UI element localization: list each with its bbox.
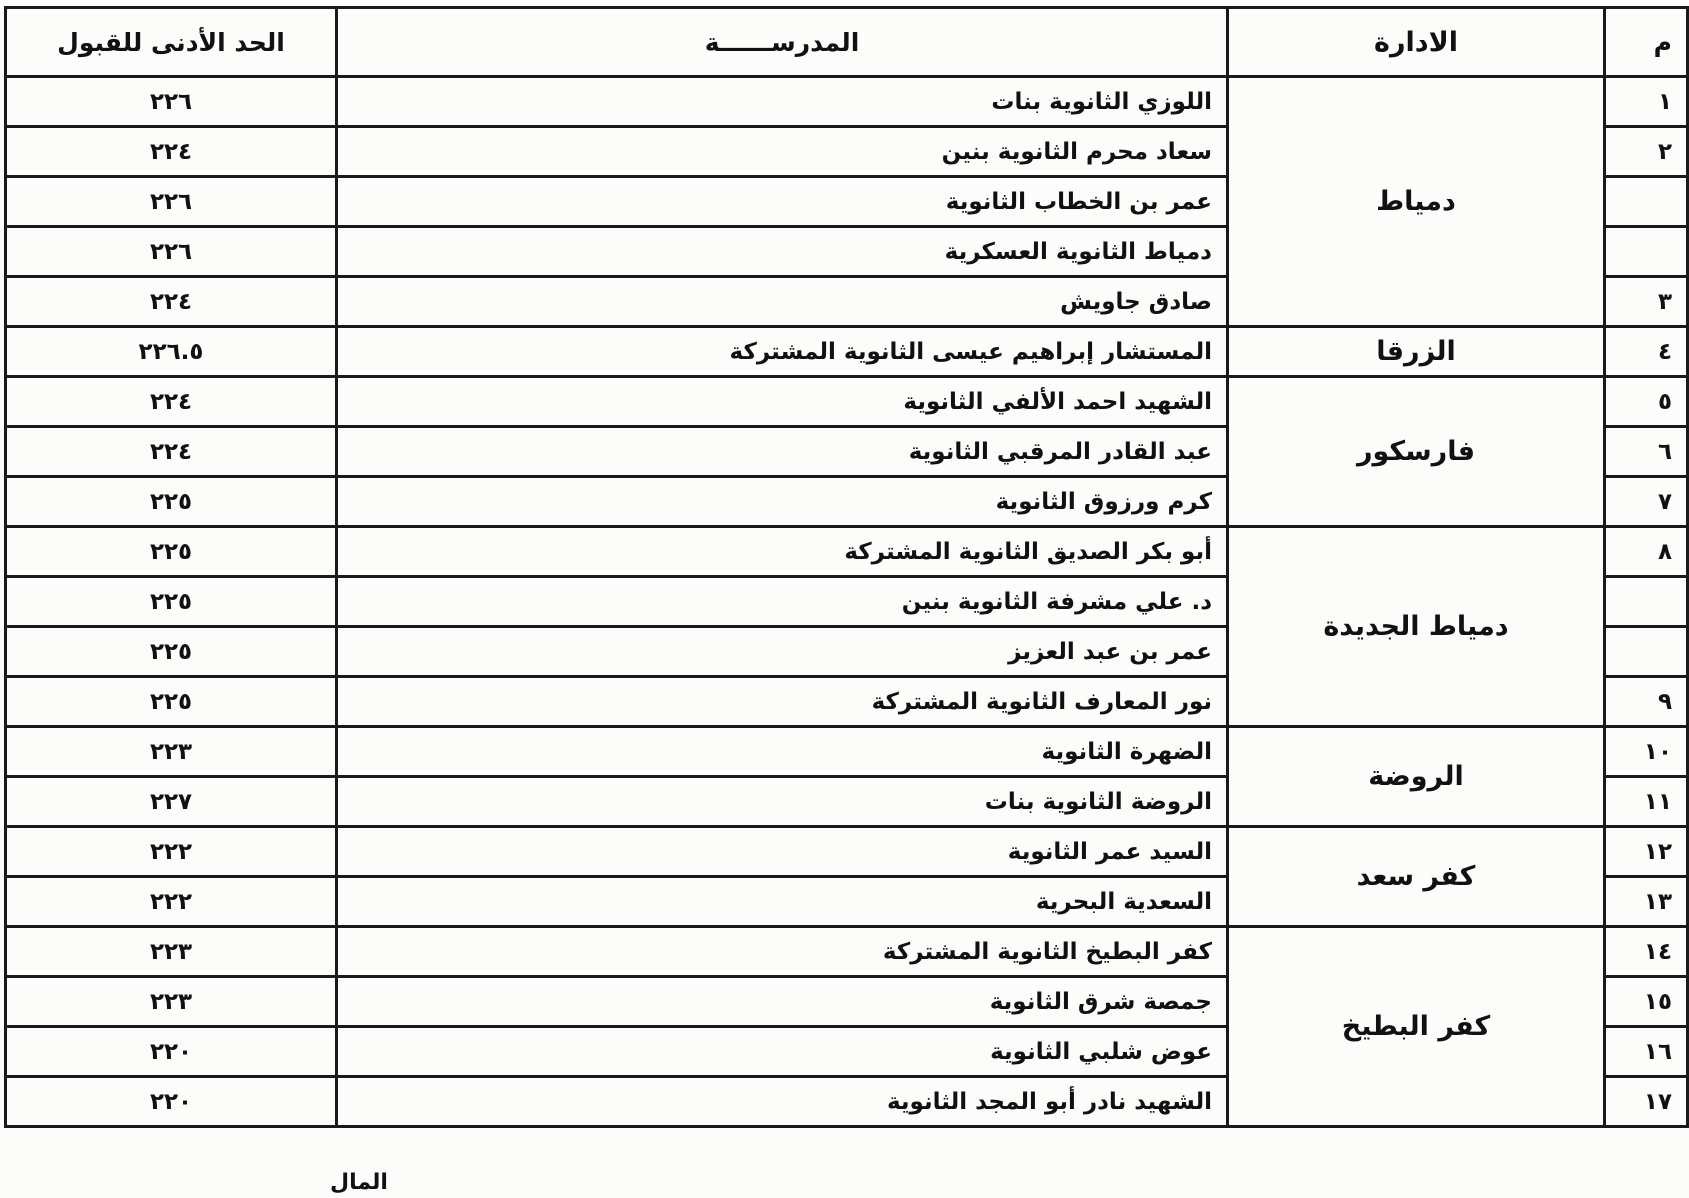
admission-table [4, 6, 1689, 1128]
row-number: ١٤ [1605, 927, 1688, 977]
administration-cell: الزرقا [1228, 327, 1605, 377]
row-number: ١١ [1605, 777, 1688, 827]
min-score: ٢٢٢ [6, 877, 337, 927]
school-name: الروضة الثانوية بنات [337, 777, 1228, 827]
min-score: ٢٢٥ [6, 627, 337, 677]
administration-cell: دمياط [1228, 77, 1605, 327]
row-number [1605, 177, 1688, 227]
school-name: كفر البطيخ الثانوية المشتركة [337, 927, 1228, 977]
administration-cell: كفر البطيخ [1228, 927, 1605, 1127]
row-number: ٣ [1605, 277, 1688, 327]
min-score: ٢٢٤ [6, 377, 337, 427]
table-row [6, 827, 1688, 877]
school-name: نور المعارف الثانوية المشتركة [337, 677, 1228, 727]
min-score: ٢٢٦.٥ [6, 327, 337, 377]
min-score: ٢٢٤ [6, 127, 337, 177]
row-number: ١٢ [1605, 827, 1688, 877]
administration-cell: فارسكور [1228, 377, 1605, 527]
header-min-score: الحد الأدنى للقبول [6, 8, 337, 77]
row-number: ٦ [1605, 427, 1688, 477]
row-number: ٤ [1605, 327, 1688, 377]
min-score: ٢٢٥ [6, 577, 337, 627]
min-score: ٢٢٣ [6, 977, 337, 1027]
min-score: ٢٢٠ [6, 1077, 337, 1127]
school-name: دمياط الثانوية العسكرية [337, 227, 1228, 277]
min-score: ٢٢٥ [6, 527, 337, 577]
school-name: اللوزي الثانوية بنات [337, 77, 1228, 127]
table-row [6, 327, 1688, 377]
school-name: أبو بكر الصديق الثانوية المشتركة [337, 527, 1228, 577]
administration-cell: دمياط الجديدة [1228, 527, 1605, 727]
administration-cell: كفر سعد [1228, 827, 1605, 927]
min-score: ٢٢٥ [6, 677, 337, 727]
school-name: السعدية البحرية [337, 877, 1228, 927]
min-score: ٢٢٥ [6, 477, 337, 527]
school-name: الضهرة الثانوية [337, 727, 1228, 777]
row-number: ١٣ [1605, 877, 1688, 927]
school-name: صادق جاويش [337, 277, 1228, 327]
header-num: م [1605, 8, 1688, 77]
row-number [1605, 227, 1688, 277]
school-name: الشهيد احمد الألفي الثانوية [337, 377, 1228, 427]
row-number [1605, 577, 1688, 627]
row-number [1605, 627, 1688, 677]
header-administration: الادارة [1228, 8, 1605, 77]
min-score: ٢٢٦ [6, 177, 337, 227]
row-number: ١٧ [1605, 1077, 1688, 1127]
row-number: ٥ [1605, 377, 1688, 427]
table-row [6, 377, 1688, 427]
school-name: جمصة شرق الثانوية [337, 977, 1228, 1027]
table-row [6, 527, 1688, 577]
min-score: ٢٢٦ [6, 227, 337, 277]
min-score: ٢٢٢ [6, 827, 337, 877]
row-number: ١ [1605, 77, 1688, 127]
table-row [6, 77, 1688, 127]
school-name: عبد القادر المرقبي الثانوية [337, 427, 1228, 477]
table-row [6, 727, 1688, 777]
row-number: ١٦ [1605, 1027, 1688, 1077]
min-score: ٢٢٧ [6, 777, 337, 827]
administration-cell: الروضة [1228, 727, 1605, 827]
school-name: عمر بن الخطاب الثانوية [337, 177, 1228, 227]
min-score: ٢٢٣ [6, 727, 337, 777]
school-name: المستشار إبراهيم عيسى الثانوية المشتركة [337, 327, 1228, 377]
table-row [6, 927, 1688, 977]
school-name: كرم ورزوق الثانوية [337, 477, 1228, 527]
header-row [6, 8, 1688, 77]
header-school: المدرســــــة [337, 8, 1228, 77]
min-score: ٢٢٠ [6, 1027, 337, 1077]
row-number: ٢ [1605, 127, 1688, 177]
table-body [6, 77, 1688, 1127]
school-name: سعاد محرم الثانوية بنين [337, 127, 1228, 177]
row-number: ١٠ [1605, 727, 1688, 777]
school-name: عوض شلبي الثانوية [337, 1027, 1228, 1077]
school-name: عمر بن عبد العزيز [337, 627, 1228, 677]
min-score: ٢٢٦ [6, 77, 337, 127]
min-score: ٢٢٤ [6, 277, 337, 327]
school-name: د. علي مشرفة الثانوية بنين [337, 577, 1228, 627]
min-score: ٢٢٤ [6, 427, 337, 477]
row-number: ٨ [1605, 527, 1688, 577]
school-name: الشهيد نادر أبو المجد الثانوية [337, 1077, 1228, 1127]
footer-fragment: المال [330, 1170, 388, 1195]
row-number: ١٥ [1605, 977, 1688, 1027]
row-number: ٩ [1605, 677, 1688, 727]
row-number: ٧ [1605, 477, 1688, 527]
school-name: السيد عمر الثانوية [337, 827, 1228, 877]
min-score: ٢٢٣ [6, 927, 337, 977]
